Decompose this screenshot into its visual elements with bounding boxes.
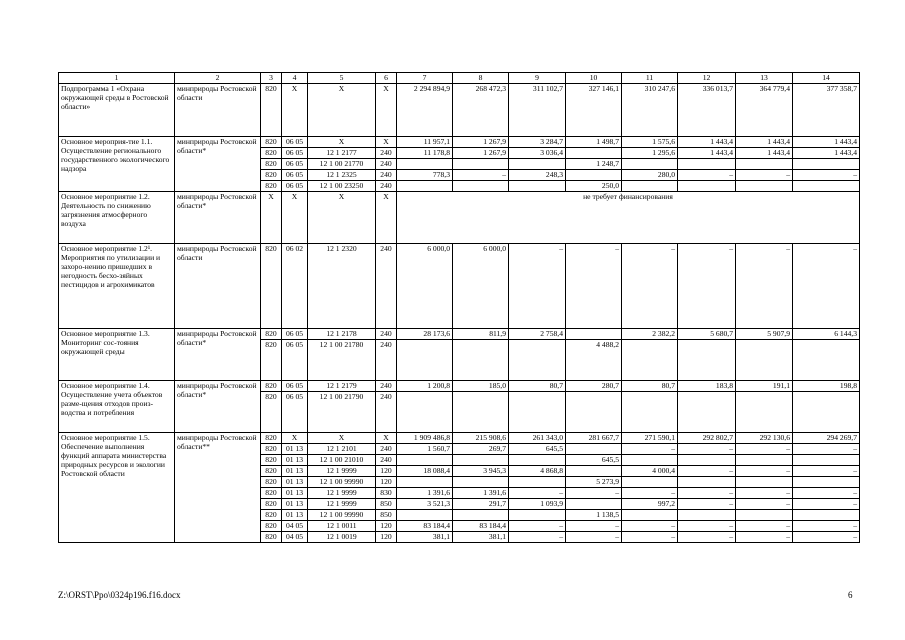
column-number: 11 xyxy=(622,73,678,84)
cell xyxy=(566,148,622,159)
cell: – xyxy=(736,499,793,510)
column-number: 9 xyxy=(509,73,566,84)
cell: 820 xyxy=(261,466,282,477)
cell: 820 xyxy=(261,455,282,466)
cell: Х xyxy=(308,84,376,137)
cell xyxy=(622,159,678,170)
cell xyxy=(566,170,622,181)
cell: 1 295,6 xyxy=(622,148,678,159)
cell: 3 521,3 xyxy=(397,499,453,510)
cell xyxy=(736,392,793,433)
cell: 1 267,9 xyxy=(453,148,509,159)
cell: 820 xyxy=(261,84,282,137)
cell: 645,5 xyxy=(566,455,622,466)
cell: 4 488,2 xyxy=(566,340,622,381)
cell: – xyxy=(678,521,736,532)
row-executor: минприроды Ростовской области* xyxy=(175,137,261,192)
cell: 820 xyxy=(261,137,282,148)
row-name: Основное мероприятие 1.3. Мониторинг сос-тояния окружающей среды xyxy=(59,329,175,381)
cell: 1 200,8 xyxy=(397,381,453,392)
cell xyxy=(793,510,860,521)
cell: 2 382,2 xyxy=(622,329,678,340)
cell: – xyxy=(622,444,678,455)
cell: 336 013,7 xyxy=(678,84,736,137)
column-number: 4 xyxy=(282,73,308,84)
cell: Х xyxy=(261,192,282,244)
cell xyxy=(793,392,860,433)
table-row xyxy=(59,137,860,148)
cell: 1 443,4 xyxy=(793,137,860,148)
cell: 3 036,4 xyxy=(509,148,566,159)
cell: 820 xyxy=(261,433,282,444)
cell: 12 1 0019 xyxy=(308,532,376,543)
cell xyxy=(566,392,622,433)
cell: 2 294 894,9 xyxy=(397,84,453,137)
cell: – xyxy=(566,521,622,532)
budget-table xyxy=(58,72,860,543)
cell: Х xyxy=(282,84,308,137)
cell: – xyxy=(453,170,509,181)
cell xyxy=(736,159,793,170)
cell: 820 xyxy=(261,532,282,543)
cell: 1 443,4 xyxy=(736,137,793,148)
cell: – xyxy=(736,170,793,181)
cell xyxy=(397,510,453,521)
cell: 06 05 xyxy=(282,137,308,148)
cell: – xyxy=(566,244,622,329)
table-row xyxy=(59,329,860,340)
column-number: 6 xyxy=(376,73,397,84)
cell xyxy=(453,181,509,192)
column-number: 3 xyxy=(261,73,282,84)
cell: 381,1 xyxy=(397,532,453,543)
column-number: 2 xyxy=(175,73,261,84)
cell: 12 1 00 21010 xyxy=(308,455,376,466)
cell xyxy=(453,510,509,521)
cell: 1 443,4 xyxy=(678,137,736,148)
cell: 06 05 xyxy=(282,392,308,433)
cell xyxy=(509,455,566,466)
cell: 01 13 xyxy=(282,488,308,499)
cell: 281 667,7 xyxy=(566,433,622,444)
cell: 240 xyxy=(376,381,397,392)
cell: 1 443,4 xyxy=(736,148,793,159)
cell xyxy=(678,455,736,466)
cell xyxy=(678,340,736,381)
cell: 377 358,7 xyxy=(793,84,860,137)
cell: 120 xyxy=(376,477,397,488)
cell: 12 1 2179 xyxy=(308,381,376,392)
cell: 01 13 xyxy=(282,510,308,521)
cell: – xyxy=(622,244,678,329)
cell xyxy=(509,477,566,488)
cell: 280,0 xyxy=(622,170,678,181)
cell: 185,0 xyxy=(453,381,509,392)
cell: 997,2 xyxy=(622,499,678,510)
cell: 06 05 xyxy=(282,159,308,170)
cell xyxy=(566,466,622,477)
cell: 820 xyxy=(261,477,282,488)
cell: – xyxy=(678,244,736,329)
cell: 820 xyxy=(261,444,282,455)
cell: 06 02 xyxy=(282,244,308,329)
cell: Х xyxy=(308,433,376,444)
cell: 12 1 2320 xyxy=(308,244,376,329)
cell: 12 1 00 23250 xyxy=(308,181,376,192)
cell xyxy=(793,181,860,192)
cell: 215 908,6 xyxy=(453,433,509,444)
row-executor: минприроды Ростовской области* xyxy=(175,329,261,381)
cell: 240 xyxy=(376,244,397,329)
cell: – xyxy=(678,444,736,455)
cell: 645,5 xyxy=(509,444,566,455)
cell: 1 443,4 xyxy=(678,148,736,159)
cell: 820 xyxy=(261,510,282,521)
cell xyxy=(736,510,793,521)
cell: 18 088,4 xyxy=(397,466,453,477)
cell: 80,7 xyxy=(622,381,678,392)
cell xyxy=(453,455,509,466)
cell: – xyxy=(736,488,793,499)
cell: 261 343,0 xyxy=(509,433,566,444)
cell: 80,7 xyxy=(509,381,566,392)
cell: – xyxy=(793,444,860,455)
column-number: 7 xyxy=(397,73,453,84)
table-row xyxy=(59,244,860,329)
column-number: 1 xyxy=(59,73,175,84)
cell xyxy=(793,340,860,381)
cell: – xyxy=(566,532,622,543)
cell xyxy=(397,392,453,433)
cell xyxy=(736,477,793,488)
cell xyxy=(566,329,622,340)
cell: 1 267,9 xyxy=(453,137,509,148)
cell xyxy=(678,181,736,192)
row-executor: минприроды Ростовской области xyxy=(175,244,261,329)
row-name: Основное мероприятие 1.4. Осуществление учета объектов разме-щения отходов произ-водства и потребления xyxy=(59,381,175,433)
row-executor: минприроды Ростовской области* xyxy=(175,192,261,244)
cell xyxy=(678,477,736,488)
cell xyxy=(622,392,678,433)
cell xyxy=(622,340,678,381)
cell: – xyxy=(736,244,793,329)
row-executor: минприроды Ростовской области* xyxy=(175,381,261,433)
cell: – xyxy=(622,488,678,499)
cell xyxy=(509,340,566,381)
cell: 820 xyxy=(261,488,282,499)
cell: – xyxy=(566,488,622,499)
cell: – xyxy=(678,488,736,499)
cell: – xyxy=(793,521,860,532)
cell: 183,8 xyxy=(678,381,736,392)
column-number: 5 xyxy=(308,73,376,84)
cell: 12 1 00 21790 xyxy=(308,392,376,433)
cell: 240 xyxy=(376,329,397,340)
cell: – xyxy=(678,466,736,477)
cell: – xyxy=(509,532,566,543)
cell: 292 802,7 xyxy=(678,433,736,444)
cell: 820 xyxy=(261,499,282,510)
table-row xyxy=(59,381,860,392)
cell: 120 xyxy=(376,532,397,543)
cell: 06 05 xyxy=(282,329,308,340)
cell: 269,7 xyxy=(453,444,509,455)
cell: – xyxy=(736,532,793,543)
row-name: Основное мероприятие 1.2¹. Мероприятия по утилизации и захоро-нению пришедших в негодность бесхо-зяйных пестицидов и агрохимикатов xyxy=(59,244,175,329)
column-number: 10 xyxy=(566,73,622,84)
cell xyxy=(453,392,509,433)
cell xyxy=(509,159,566,170)
cell: 06 05 xyxy=(282,170,308,181)
cell: – xyxy=(678,532,736,543)
cell: 240 xyxy=(376,148,397,159)
cell: 11 178,8 xyxy=(397,148,453,159)
cell: 820 xyxy=(261,521,282,532)
cell: 291,7 xyxy=(453,499,509,510)
cell: 12 1 2177 xyxy=(308,148,376,159)
row-name: Основное мероприя-тие 1.1. Осуществление регионального государственного экологического надзора xyxy=(59,137,175,192)
cell: 268 472,3 xyxy=(453,84,509,137)
cell: 01 13 xyxy=(282,477,308,488)
cell: – xyxy=(509,244,566,329)
cell: 240 xyxy=(376,455,397,466)
cell xyxy=(622,181,678,192)
cell xyxy=(793,477,860,488)
cell xyxy=(736,455,793,466)
cell: 820 xyxy=(261,329,282,340)
cell: 11 957,1 xyxy=(397,137,453,148)
cell: 327 146,1 xyxy=(566,84,622,137)
cell: 1 138,5 xyxy=(566,510,622,521)
cell: 4 868,8 xyxy=(509,466,566,477)
cell: 12 1 9999 xyxy=(308,466,376,477)
cell: 12 1 00 99990 xyxy=(308,510,376,521)
cell xyxy=(736,340,793,381)
cell xyxy=(453,340,509,381)
cell: 2 758,4 xyxy=(509,329,566,340)
cell: 240 xyxy=(376,444,397,455)
cell: 1 498,7 xyxy=(566,137,622,148)
cell: 6 000,0 xyxy=(453,244,509,329)
cell: – xyxy=(622,521,678,532)
column-number: 14 xyxy=(793,73,860,84)
cell: – xyxy=(678,170,736,181)
cell: 12 1 9999 xyxy=(308,499,376,510)
cell: 250,0 xyxy=(566,181,622,192)
cell xyxy=(566,499,622,510)
cell: 820 xyxy=(261,244,282,329)
cell: 820 xyxy=(261,392,282,433)
cell: 6 144,3 xyxy=(793,329,860,340)
cell: 850 xyxy=(376,499,397,510)
cell xyxy=(566,444,622,455)
page-number: 6 xyxy=(848,590,853,600)
cell: 1 391,6 xyxy=(453,488,509,499)
cell: 191,1 xyxy=(736,381,793,392)
cell: Х xyxy=(308,192,376,244)
cell: 12 1 0011 xyxy=(308,521,376,532)
cell: 06 05 xyxy=(282,381,308,392)
cell: 120 xyxy=(376,466,397,477)
cell: 04 05 xyxy=(282,532,308,543)
cell: 240 xyxy=(376,181,397,192)
cell: Х xyxy=(376,84,397,137)
cell: – xyxy=(678,499,736,510)
cell: 1 443,4 xyxy=(793,148,860,159)
column-number: 13 xyxy=(736,73,793,84)
cell: Х xyxy=(376,137,397,148)
cell: 820 xyxy=(261,181,282,192)
cell: 12 1 9999 xyxy=(308,488,376,499)
cell: 06 05 xyxy=(282,340,308,381)
cell: 248,3 xyxy=(509,170,566,181)
cell xyxy=(397,340,453,381)
cell: 28 173,6 xyxy=(397,329,453,340)
cell: 778,3 xyxy=(397,170,453,181)
cell: – xyxy=(793,244,860,329)
cell xyxy=(678,510,736,521)
row-executor: минприроды Ростовской области** xyxy=(175,433,261,543)
cell: 06 05 xyxy=(282,148,308,159)
cell: 6 000,0 xyxy=(397,244,453,329)
cell: 364 779,4 xyxy=(736,84,793,137)
cell: 01 13 xyxy=(282,455,308,466)
cell: 830 xyxy=(376,488,397,499)
cell: Х xyxy=(308,137,376,148)
cell: 04 05 xyxy=(282,521,308,532)
cell xyxy=(622,455,678,466)
cell: 1 248,7 xyxy=(566,159,622,170)
cell: 5 680,7 xyxy=(678,329,736,340)
cell: Х xyxy=(376,192,397,244)
table-row xyxy=(59,433,860,444)
cell: 381,1 xyxy=(453,532,509,543)
cell xyxy=(678,392,736,433)
cell: 271 590,1 xyxy=(622,433,678,444)
cell: 820 xyxy=(261,381,282,392)
cell: 820 xyxy=(261,170,282,181)
cell: 12 1 2325 xyxy=(308,170,376,181)
cell xyxy=(793,159,860,170)
cell xyxy=(397,159,453,170)
cell: 280,7 xyxy=(566,381,622,392)
cell: 1 093,9 xyxy=(509,499,566,510)
cell: 01 13 xyxy=(282,499,308,510)
cell: 120 xyxy=(376,521,397,532)
cell: 3 284,7 xyxy=(509,137,566,148)
cell: – xyxy=(736,466,793,477)
cell: – xyxy=(736,444,793,455)
cell: 294 269,7 xyxy=(793,433,860,444)
cell xyxy=(622,510,678,521)
cell: 12 1 2101 xyxy=(308,444,376,455)
cell: 1 575,6 xyxy=(622,137,678,148)
cell: 83 184,4 xyxy=(397,521,453,532)
cell: 83 184,4 xyxy=(453,521,509,532)
cell xyxy=(453,159,509,170)
cell: 5 907,9 xyxy=(736,329,793,340)
cell: 811,9 xyxy=(453,329,509,340)
cell: – xyxy=(793,488,860,499)
cell xyxy=(678,159,736,170)
cell: 240 xyxy=(376,159,397,170)
row-name: Основное мероприятие 1.2. Деятельность по снижению загрязнения атмосферного воздуха xyxy=(59,192,175,244)
cell: 310 247,6 xyxy=(622,84,678,137)
table-row xyxy=(59,192,860,244)
row-name: Подпрограмма 1 «Охрана окружающей среды в Ростовской области» xyxy=(59,84,175,137)
cell: 01 13 xyxy=(282,466,308,477)
cell: Х xyxy=(282,433,308,444)
cell xyxy=(453,477,509,488)
cell: 240 xyxy=(376,170,397,181)
cell: 3 945,3 xyxy=(453,466,509,477)
cell: 311 102,7 xyxy=(509,84,566,137)
cell: 292 130,6 xyxy=(736,433,793,444)
funding-note: не требует финансирования xyxy=(397,192,860,244)
cell: 198,8 xyxy=(793,381,860,392)
cell: 12 1 00 21780 xyxy=(308,340,376,381)
table-row xyxy=(59,84,860,137)
cell xyxy=(736,181,793,192)
cell: 820 xyxy=(261,159,282,170)
row-executor: минприроды Ростовской области xyxy=(175,84,261,137)
cell xyxy=(397,455,453,466)
cell: – xyxy=(509,521,566,532)
cell xyxy=(397,477,453,488)
cell: – xyxy=(509,488,566,499)
column-number: 8 xyxy=(453,73,509,84)
cell: 820 xyxy=(261,340,282,381)
cell: 12 1 2178 xyxy=(308,329,376,340)
cell: Х xyxy=(282,192,308,244)
cell: 1 391,6 xyxy=(397,488,453,499)
cell: – xyxy=(793,170,860,181)
cell: 820 xyxy=(261,148,282,159)
cell xyxy=(509,392,566,433)
cell: 12 1 00 21770 xyxy=(308,159,376,170)
cell: – xyxy=(793,466,860,477)
column-number: 12 xyxy=(678,73,736,84)
cell: 12 1 00 99990 xyxy=(308,477,376,488)
cell: 240 xyxy=(376,392,397,433)
cell: 4 000,4 xyxy=(622,466,678,477)
cell xyxy=(793,455,860,466)
cell: Х xyxy=(376,433,397,444)
cell xyxy=(622,477,678,488)
header-row xyxy=(59,73,860,84)
cell: – xyxy=(736,521,793,532)
cell xyxy=(397,181,453,192)
cell: 1 909 486,8 xyxy=(397,433,453,444)
cell xyxy=(509,510,566,521)
cell: 1 560,7 xyxy=(397,444,453,455)
cell: – xyxy=(793,532,860,543)
cell: – xyxy=(622,532,678,543)
cell: 5 273,9 xyxy=(566,477,622,488)
cell xyxy=(509,181,566,192)
cell: 240 xyxy=(376,340,397,381)
cell: – xyxy=(793,499,860,510)
cell: 01 13 xyxy=(282,444,308,455)
file-path: Z:\ORST\Ppo\0324p196.f16.docx xyxy=(58,590,181,600)
cell: 06 05 xyxy=(282,181,308,192)
cell: 850 xyxy=(376,510,397,521)
row-name: Основное мероприятие 1.5. Обеспечение выполнения функций аппарата министерства природных ресурсов и экологии Ростовской области xyxy=(59,433,175,543)
